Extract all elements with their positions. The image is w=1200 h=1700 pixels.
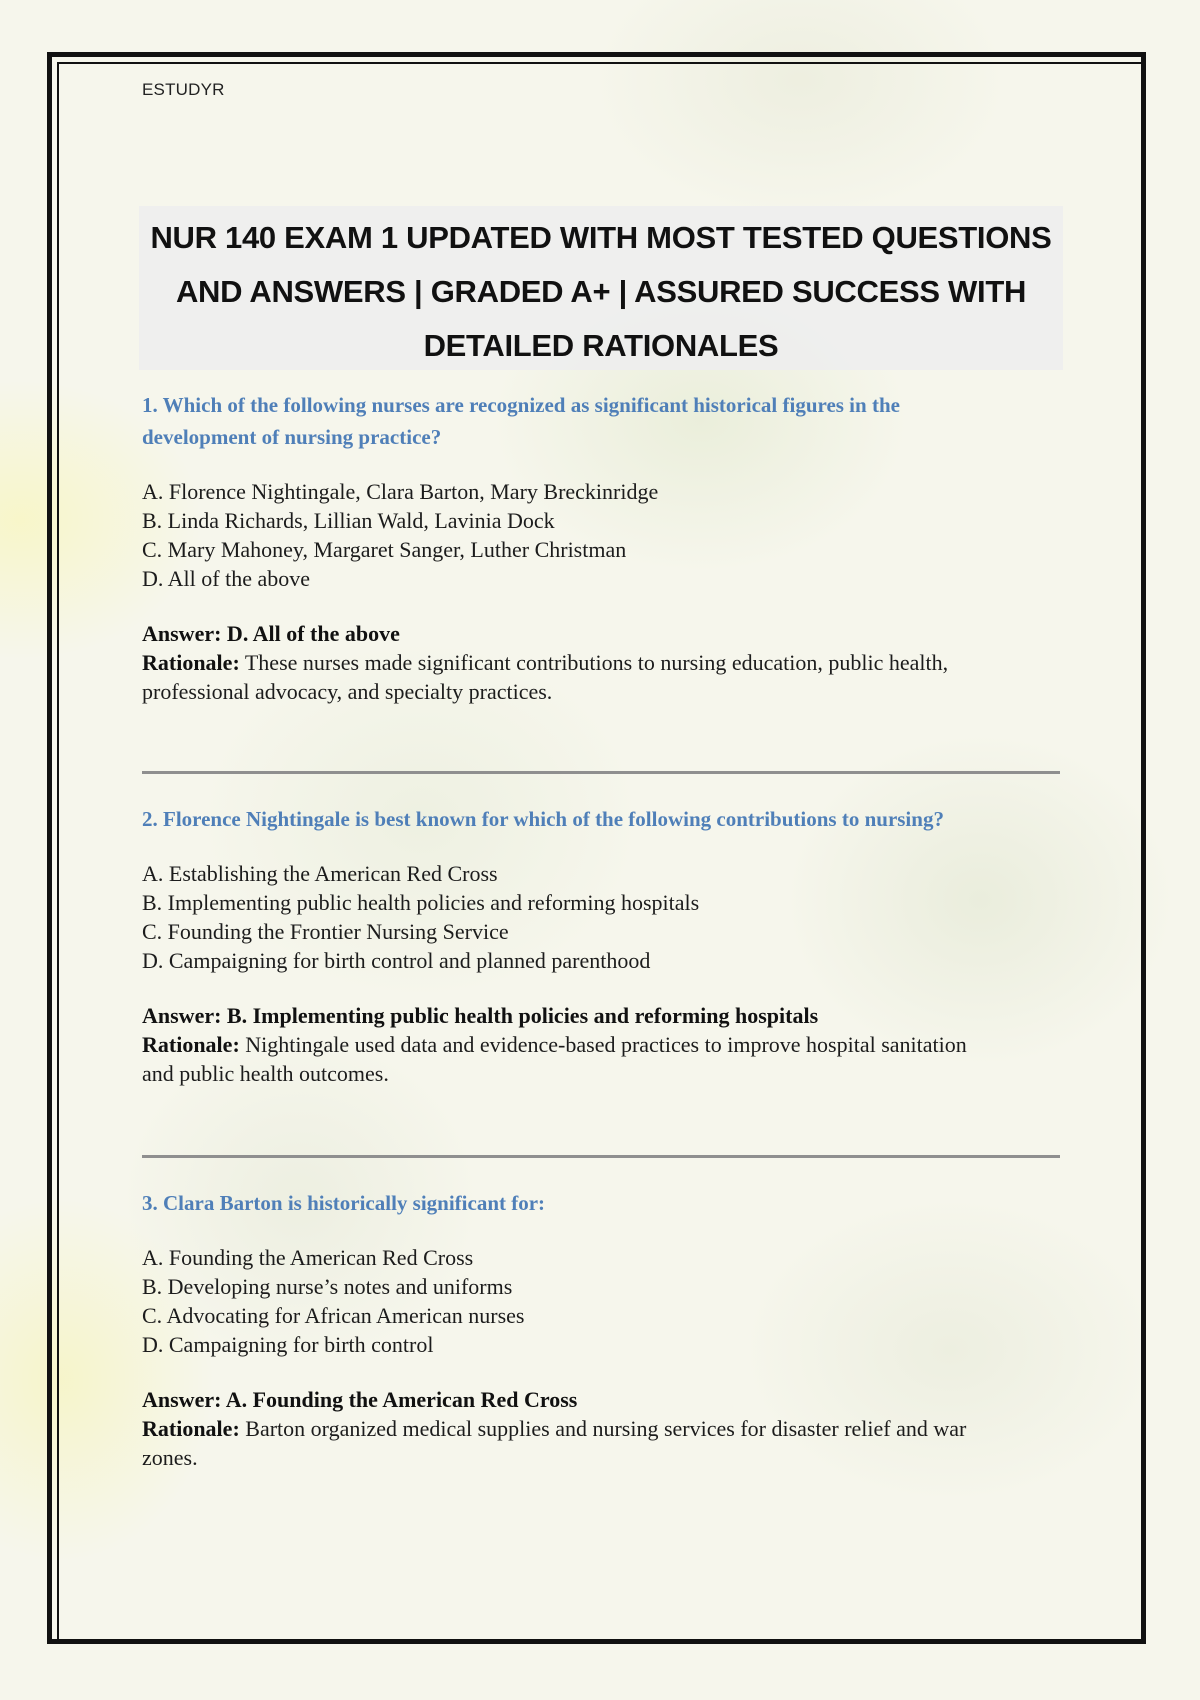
question-2-answer: Answer: B. Implementing public health policies and reforming hospitals bbox=[142, 1003, 819, 1028]
question-1-rationale bbox=[142, 648, 1062, 706]
rationale-line-2: and public health outcomes. bbox=[142, 1061, 389, 1086]
rationale-label: Rationale: bbox=[142, 650, 240, 675]
document-title bbox=[139, 206, 1063, 370]
option-b: B. Developing nurse’s notes and uniforms bbox=[142, 1274, 513, 1299]
question-3 bbox=[142, 1187, 1062, 1472]
question-3-rationale bbox=[142, 1414, 1062, 1472]
option-c: C. Advocating for African American nurses bbox=[142, 1303, 525, 1328]
option-b: B. Implementing public health policies and reforming hospitals bbox=[142, 890, 700, 915]
brand-header: ESTUDYR bbox=[142, 80, 225, 99]
rationale-line-2: zones. bbox=[142, 1445, 198, 1470]
rationale-line-1: These nurses made significant contributions to nursing education, public health, bbox=[239, 650, 949, 675]
question-3-answer: Answer: A. Founding the American Red Cross bbox=[142, 1387, 578, 1412]
question-1-answer: Answer: D. All of the above bbox=[142, 621, 400, 646]
rationale-line-2: professional advocacy, and specialty practices. bbox=[142, 679, 553, 704]
question-1-text bbox=[142, 389, 1062, 453]
title-line-1: NUR 140 EXAM 1 UPDATED WITH MOST TESTED QUESTIONS bbox=[150, 220, 1052, 255]
question-1-line-1: 1. Which of the following nurses are recognized as significant historical figures in the bbox=[142, 393, 900, 417]
option-a: A. Florence Nightingale, Clara Barton, Mary Breckinridge bbox=[142, 479, 659, 504]
rationale-label: Rationale: bbox=[142, 1032, 240, 1057]
rationale-line-1: Nightingale used data and evidence-based practices to improve hospital sanitation bbox=[239, 1032, 967, 1057]
title-line-2: AND ANSWERS | GRADED A+ | ASSURED SUCCESS WITH bbox=[175, 274, 1027, 309]
title-line-3: DETAILED RATIONALES bbox=[423, 328, 779, 363]
option-d: D. Campaigning for birth control and planned parenthood bbox=[142, 948, 651, 973]
option-a: A. Establishing the American Red Cross bbox=[142, 861, 498, 886]
question-1 bbox=[142, 389, 1062, 706]
option-b: B. Linda Richards, Lillian Wald, Lavinia Dock bbox=[142, 508, 555, 533]
question-1-line-2: development of nursing practice? bbox=[142, 425, 442, 449]
question-2-rationale bbox=[142, 1030, 1062, 1088]
question-2 bbox=[142, 803, 1062, 1088]
question-3-options bbox=[142, 1243, 1062, 1359]
rationale-label: Rationale: bbox=[142, 1416, 240, 1441]
option-d: D. Campaigning for birth control bbox=[142, 1332, 434, 1357]
question-2-options bbox=[142, 859, 1062, 975]
section-divider bbox=[142, 771, 1060, 774]
option-d: D. All of the above bbox=[142, 566, 311, 591]
rationale-line-1: Barton organized medical supplies and nursing services for disaster relief and war bbox=[239, 1416, 967, 1441]
question-3-line-1: 3. Clara Barton is historically significant for: bbox=[142, 1191, 546, 1215]
option-c: C. Mary Mahoney, Margaret Sanger, Luther Christman bbox=[142, 537, 627, 562]
option-c: C. Founding the Frontier Nursing Service bbox=[142, 919, 509, 944]
section-divider bbox=[142, 1155, 1060, 1158]
option-a: A. Founding the American Red Cross bbox=[142, 1245, 474, 1270]
question-3-text bbox=[142, 1187, 1062, 1219]
question-1-options bbox=[142, 477, 1062, 593]
question-2-line-1: 2. Florence Nightingale is best known for which of the following contributions to nursing? bbox=[142, 807, 944, 831]
question-2-text bbox=[142, 803, 1062, 835]
